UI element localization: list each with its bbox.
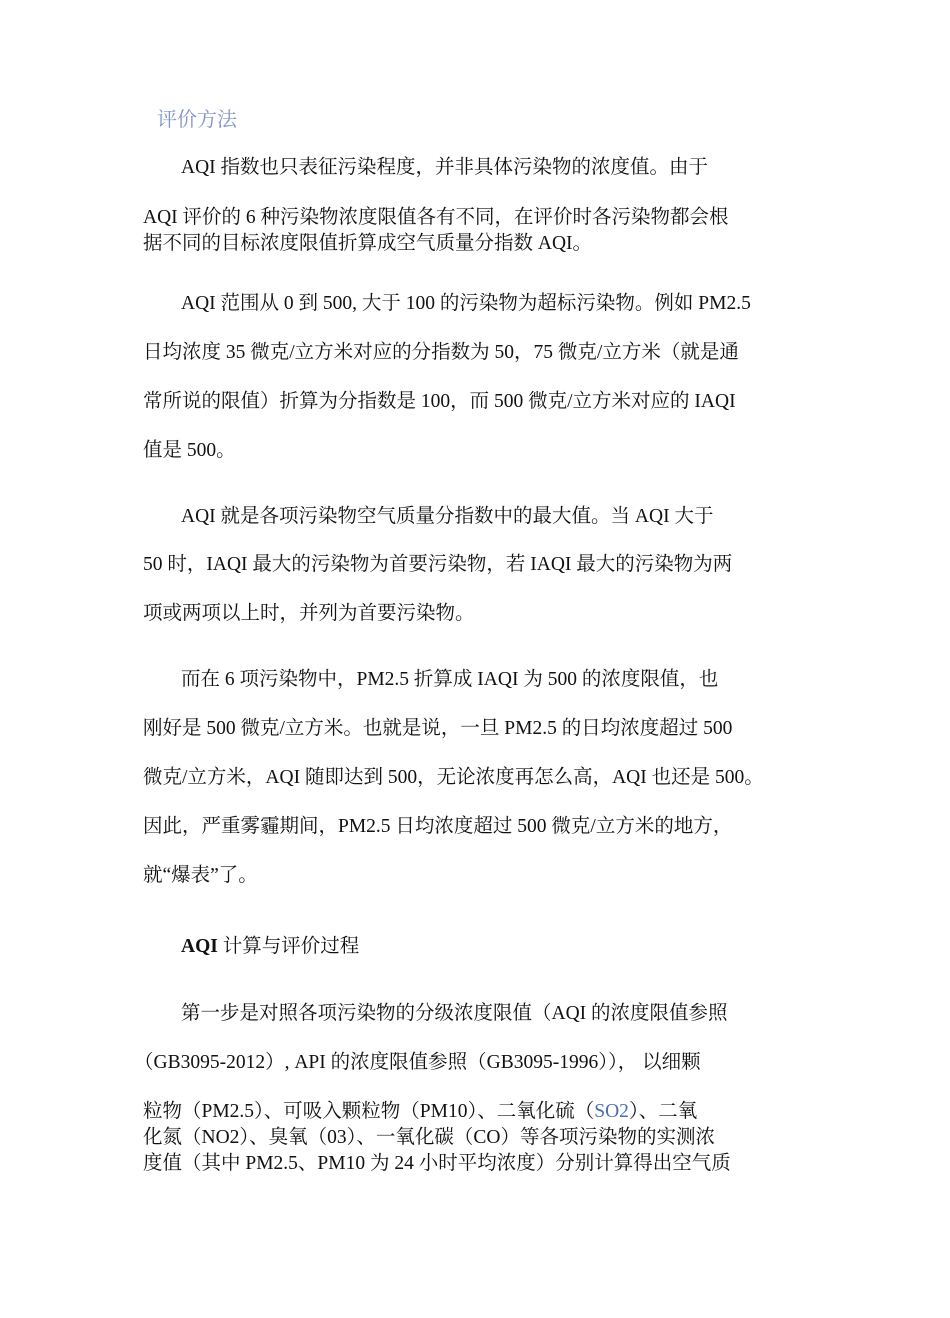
paragraph-4-line-1: 而在 6 项污染物中，PM2.5 折算成 IAQI 为 500 的浓度限值，也 (181, 669, 719, 690)
paragraph-3-line-1: AQI 就是各项污染物空气质量分指数中的最大值。当 AQI 大于 (181, 506, 714, 527)
section-heading: 评价方法 (157, 109, 237, 131)
paragraph-1-line-3: 据不同的目标浓度限值折算成空气质量分指数 AQI。 (143, 233, 593, 254)
last-paragraph-line-4: 化氮（NO2）、臭氧（03）、一氧化碳（CO）等各项污染物的实测浓 (143, 1127, 716, 1148)
last-paragraph-line-3-pre: 粒物（PM2.5）、可吸入颗粒物（PM10）、二氧化硫（ (143, 1101, 595, 1122)
last-paragraph-line-1: 第一步是对照各项污染物的分级浓度限值（AQI 的浓度限值参照 (181, 1003, 728, 1024)
paragraph-4-line-5: 就“爆表”了。 (143, 865, 258, 886)
paragraph-2-line-1: AQI 范围从 0 到 500, 大于 100 的污染物为超标污染物。例如 PM2.5 (181, 293, 751, 314)
last-paragraph-line-5: 度值（其中 PM2.5、PM10 为 24 小时平均浓度）分别计算得出空气质 (143, 1153, 731, 1174)
subheading (181, 934, 359, 960)
paragraph-1-line-2: AQI 评价的 6 种污染物浓度限值各有不同，在评价时各污染物都会根 (143, 207, 729, 228)
paragraph-4-line-3: 微克/立方米，AQI 随即达到 500，无论浓度再怎么高，AQI 也还是 500。 (143, 767, 764, 788)
paragraph-1-line-1: AQI 指数也只表征污染程度，并非具体污染物的浓度值。由于 (181, 157, 709, 178)
paragraph-4-line-2: 刚好是 500 微克/立方米。也就是说，一旦 PM2.5 的日均浓度超过 500 (143, 718, 733, 739)
paragraph-2-line-3: 常所说的限值）折算为分指数是 100，而 500 微克/立方米对应的 IAQI (143, 391, 736, 412)
paragraph-2-line-2: 日均浓度 35 微克/立方米对应的分指数为 50，75 微克/立方米（就是通 (143, 342, 739, 363)
subheading-bold: AQI (181, 936, 218, 957)
paragraph-2-line-4: 值是 500。 (143, 440, 236, 461)
paragraph-4-line-4: 因此，严重雾霾期间，PM2.5 日均浓度超过 500 微克/立方米的地方， (143, 816, 733, 837)
so2-link[interactable]: SO2 (594, 1101, 629, 1122)
last-paragraph-line-3-post: ）、二氧 (628, 1101, 698, 1122)
last-paragraph-line-2: （GB3095-2012）, API 的浓度限值参照（GB3095-1996））， 以细颗 (134, 1052, 701, 1073)
paragraph-3-line-3: 项或两项以上时，并列为首要污染物。 (143, 603, 475, 624)
subheading-rest: 计算与评价过程 (217, 936, 360, 957)
last-paragraph-line-3 (143, 1099, 697, 1125)
paragraph-3-line-2: 50 时，IAQI 最大的污染物为首要污染物，若 IAQI 最大的污染物为两 (143, 554, 733, 575)
